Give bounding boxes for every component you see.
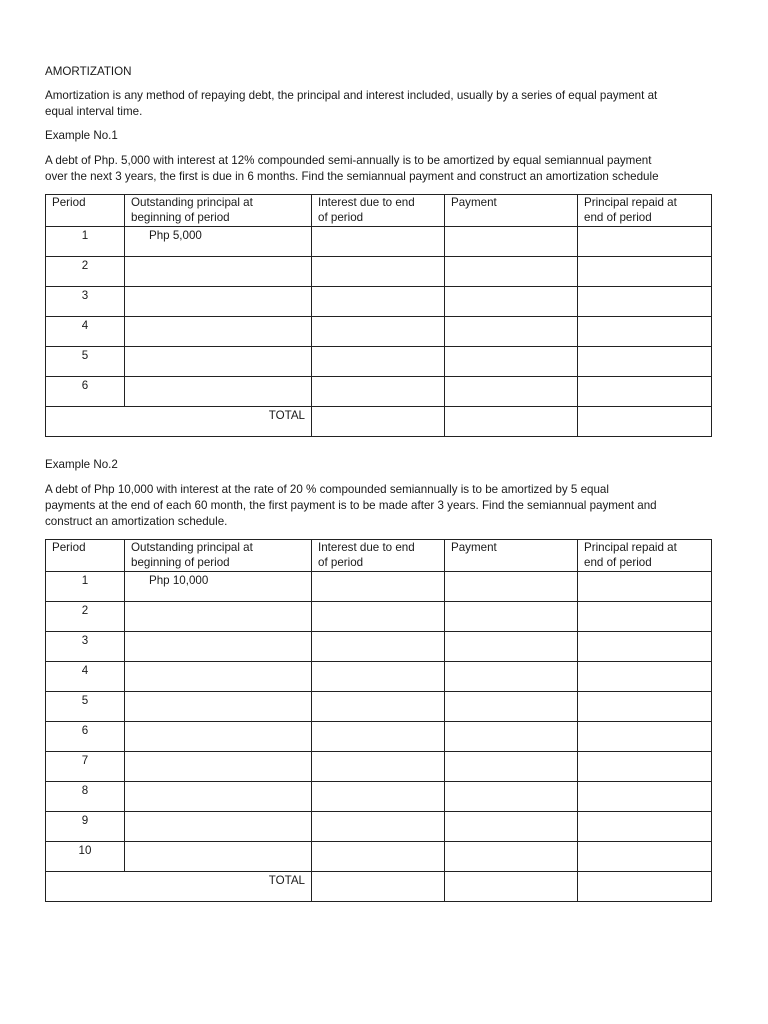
principal-repaid-cell bbox=[578, 632, 712, 662]
document-heading: AMORTIZATION bbox=[45, 65, 132, 78]
principal-repaid-cell bbox=[578, 347, 712, 377]
table-header-row bbox=[46, 195, 712, 227]
header-outstanding-principal bbox=[125, 540, 312, 572]
total-interest-cell bbox=[312, 407, 445, 437]
payment-cell bbox=[445, 572, 578, 602]
principal-repaid-cell bbox=[578, 227, 712, 257]
outstanding-principal-cell bbox=[125, 347, 312, 377]
header-interest-due bbox=[312, 540, 445, 572]
table-row bbox=[46, 722, 712, 752]
example2-title: Example No.2 bbox=[45, 458, 118, 471]
table-total-row bbox=[46, 872, 712, 902]
outstanding-principal-cell bbox=[125, 317, 312, 347]
interest-due-cell bbox=[312, 287, 445, 317]
principal-repaid-cell bbox=[578, 812, 712, 842]
example1-title: Example No.1 bbox=[45, 129, 118, 142]
period-cell: 8 bbox=[46, 782, 125, 812]
payment-cell bbox=[445, 257, 578, 287]
table-row bbox=[46, 287, 712, 317]
example1-problem-line-1: A debt of Php. 5,000 with interest at 12% compounded semi-annually is to be amortized by equal semiannual payment bbox=[45, 154, 652, 167]
header-line: Principal repaid at bbox=[584, 541, 677, 554]
payment-cell bbox=[445, 692, 578, 722]
total-interest-cell bbox=[312, 872, 445, 902]
table-row bbox=[46, 347, 712, 377]
principal-repaid-cell bbox=[578, 692, 712, 722]
interest-due-cell bbox=[312, 662, 445, 692]
payment-cell bbox=[445, 287, 578, 317]
period-cell: 5 bbox=[46, 347, 125, 377]
header-line: end of period bbox=[584, 210, 652, 224]
interest-due-cell bbox=[312, 572, 445, 602]
example2-problem-line-2: payments at the end of each 60 month, the first payment is to be made after 3 years. Find the semiannual payment and bbox=[45, 499, 657, 512]
header-principal-repaid bbox=[578, 540, 712, 572]
interest-due-cell bbox=[312, 227, 445, 257]
header-line: Principal repaid at bbox=[584, 196, 677, 209]
principal-repaid-cell bbox=[578, 257, 712, 287]
outstanding-principal-cell bbox=[125, 632, 312, 662]
total-principal-repaid-cell bbox=[578, 872, 712, 902]
payment-cell bbox=[445, 842, 578, 872]
example1-amortization-table bbox=[45, 194, 712, 437]
table-row bbox=[46, 257, 712, 287]
total-label: TOTAL bbox=[46, 872, 312, 902]
payment-cell bbox=[445, 722, 578, 752]
example1-problem-line-2: over the next 3 years, the first is due in 6 months. Find the semiannual payment and construct an amortization schedule bbox=[45, 170, 659, 183]
outstanding-principal-cell bbox=[125, 752, 312, 782]
table-row bbox=[46, 842, 712, 872]
principal-repaid-cell bbox=[578, 662, 712, 692]
payment-cell bbox=[445, 662, 578, 692]
table-row bbox=[46, 782, 712, 812]
table-row bbox=[46, 692, 712, 722]
header-line: Outstanding principal at bbox=[131, 196, 253, 209]
intro-line-2: equal interval time. bbox=[45, 105, 143, 118]
outstanding-principal-cell bbox=[125, 782, 312, 812]
example2-problem-line-3: construct an amortization schedule. bbox=[45, 515, 228, 528]
header-line: of period bbox=[318, 555, 364, 569]
interest-due-cell bbox=[312, 722, 445, 752]
principal-repaid-cell bbox=[578, 602, 712, 632]
total-label: TOTAL bbox=[46, 407, 312, 437]
table-row bbox=[46, 752, 712, 782]
outstanding-principal-cell bbox=[125, 377, 312, 407]
header-interest-due bbox=[312, 195, 445, 227]
header-line: beginning of period bbox=[131, 210, 230, 224]
period-cell: 4 bbox=[46, 317, 125, 347]
header-line: end of period bbox=[584, 555, 652, 569]
period-cell: 2 bbox=[46, 602, 125, 632]
period-cell: 9 bbox=[46, 812, 125, 842]
table-header-row bbox=[46, 540, 712, 572]
total-principal-repaid-cell bbox=[578, 407, 712, 437]
principal-repaid-cell bbox=[578, 317, 712, 347]
table-row bbox=[46, 227, 712, 257]
header-line: Outstanding principal at bbox=[131, 541, 253, 554]
period-cell: 7 bbox=[46, 752, 125, 782]
header-period: Period bbox=[46, 195, 125, 227]
header-principal-repaid bbox=[578, 195, 712, 227]
period-cell: 3 bbox=[46, 632, 125, 662]
period-cell: 2 bbox=[46, 257, 125, 287]
table-total-row bbox=[46, 407, 712, 437]
payment-cell bbox=[445, 782, 578, 812]
principal-repaid-cell bbox=[578, 377, 712, 407]
outstanding-principal-cell bbox=[125, 287, 312, 317]
interest-due-cell bbox=[312, 692, 445, 722]
header-line: Interest due to end bbox=[318, 541, 415, 554]
interest-due-cell bbox=[312, 782, 445, 812]
payment-cell bbox=[445, 377, 578, 407]
header-period: Period bbox=[46, 540, 125, 572]
outstanding-principal-cell bbox=[125, 257, 312, 287]
payment-cell bbox=[445, 632, 578, 662]
period-cell: 1 bbox=[46, 572, 125, 602]
header-line: Interest due to end bbox=[318, 196, 415, 209]
period-cell: 6 bbox=[46, 377, 125, 407]
interest-due-cell bbox=[312, 812, 445, 842]
outstanding-principal-cell bbox=[125, 812, 312, 842]
principal-repaid-cell bbox=[578, 752, 712, 782]
header-line: beginning of period bbox=[131, 555, 230, 569]
principal-repaid-cell bbox=[578, 722, 712, 752]
interest-due-cell bbox=[312, 257, 445, 287]
payment-cell bbox=[445, 227, 578, 257]
payment-cell bbox=[445, 602, 578, 632]
payment-cell bbox=[445, 752, 578, 782]
header-payment: Payment bbox=[445, 540, 578, 572]
interest-due-cell bbox=[312, 842, 445, 872]
outstanding-principal-cell: Php 5,000 bbox=[125, 227, 312, 257]
intro-line-1: Amortization is any method of repaying debt, the principal and interest included, usually by a series of equal payment at bbox=[45, 89, 658, 102]
principal-repaid-cell bbox=[578, 287, 712, 317]
table-row bbox=[46, 812, 712, 842]
outstanding-principal-cell bbox=[125, 692, 312, 722]
header-line: of period bbox=[318, 210, 364, 224]
header-outstanding-principal bbox=[125, 195, 312, 227]
table-row bbox=[46, 662, 712, 692]
interest-due-cell bbox=[312, 377, 445, 407]
interest-due-cell bbox=[312, 602, 445, 632]
interest-due-cell bbox=[312, 632, 445, 662]
table-row bbox=[46, 632, 712, 662]
payment-cell bbox=[445, 347, 578, 377]
payment-cell bbox=[445, 812, 578, 842]
interest-due-cell bbox=[312, 752, 445, 782]
period-cell: 1 bbox=[46, 227, 125, 257]
outstanding-principal-cell: Php 10,000 bbox=[125, 572, 312, 602]
principal-repaid-cell bbox=[578, 572, 712, 602]
period-cell: 6 bbox=[46, 722, 125, 752]
table-row bbox=[46, 602, 712, 632]
table-row bbox=[46, 572, 712, 602]
period-cell: 3 bbox=[46, 287, 125, 317]
interest-due-cell bbox=[312, 317, 445, 347]
interest-due-cell bbox=[312, 347, 445, 377]
example2-amortization-table bbox=[45, 539, 712, 902]
principal-repaid-cell bbox=[578, 842, 712, 872]
example2-problem-line-1: A debt of Php 10,000 with interest at the rate of 20 % compounded semiannually is to be amortized by 5 equal bbox=[45, 483, 609, 496]
outstanding-principal-cell bbox=[125, 842, 312, 872]
total-payment-cell bbox=[445, 407, 578, 437]
outstanding-principal-cell bbox=[125, 662, 312, 692]
payment-cell bbox=[445, 317, 578, 347]
period-cell: 4 bbox=[46, 662, 125, 692]
total-payment-cell bbox=[445, 872, 578, 902]
table-row bbox=[46, 317, 712, 347]
principal-repaid-cell bbox=[578, 782, 712, 812]
table-row bbox=[46, 377, 712, 407]
period-cell: 10 bbox=[46, 842, 125, 872]
period-cell: 5 bbox=[46, 692, 125, 722]
outstanding-principal-cell bbox=[125, 602, 312, 632]
header-payment: Payment bbox=[445, 195, 578, 227]
outstanding-principal-cell bbox=[125, 722, 312, 752]
